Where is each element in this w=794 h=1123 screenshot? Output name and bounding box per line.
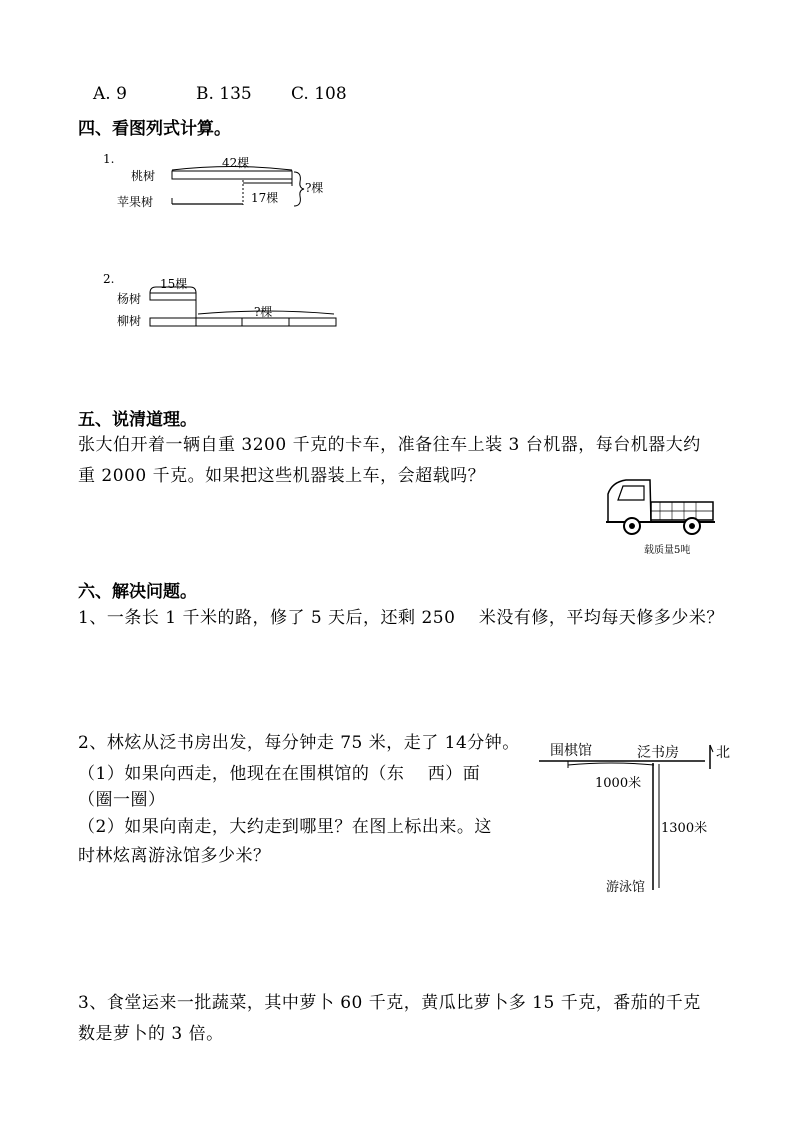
problem-2-line-2: （1）如果向西走，他现在在围棋馆的（东 西）面 (78, 764, 481, 784)
section-4-title: 四、看图列式计算。 (78, 119, 231, 139)
diagram-1-label-apple: 苹果树 (117, 195, 154, 209)
problem-2-line-1: 2、林炫从泛书房出发，每分钟走 75 米，走了 14分钟。 (78, 733, 520, 753)
map-label-north: 北 (716, 745, 730, 761)
truck-caption: 载质量5吨 (644, 545, 691, 556)
map-distance-west: 1000米 (595, 776, 642, 791)
diagram-1-label-peach: 桃树 (131, 169, 156, 183)
diagram-1-top-label: 42棵 (222, 156, 250, 170)
diagram-2-top-label: 15棵 (160, 277, 188, 291)
map-label-fanshufang: 泛书房 (637, 745, 679, 761)
map-distance-south: 1300米 (661, 821, 708, 836)
problem-2-line-4: （2）如果向南走，大约走到哪里？在图上标出来。这 (78, 817, 492, 837)
diagram-1-question: ?棵 (305, 181, 324, 195)
diagram-2-label-poplar: 杨树 (117, 292, 142, 306)
problem-2-line-5: 时林炫离游泳馆多少米？ (78, 846, 271, 866)
choice-a: A. 9 (93, 84, 127, 104)
section-5-text-line-1: 张大伯开着一辆自重 3200 千克的卡车，准备往车上装 3 台机器，每台机器大约 (78, 435, 701, 455)
problem-3-line-1: 3、食堂运来一批蔬菜，其中萝卜 60 千克，黄瓜比萝卜多 15 千克，番茄的千克 (78, 993, 701, 1013)
choice-b: B. 135 (196, 84, 252, 104)
section-5-title: 五、说清道理。 (78, 410, 197, 430)
section-6-title: 六、解决问题。 (78, 582, 197, 602)
diagram-2-number: 2. (103, 272, 115, 286)
map-label-swimming: 游泳馆 (606, 880, 646, 895)
diagram-2-label-willow: 柳树 (117, 314, 142, 328)
diagram-1-number: 1. (103, 152, 115, 166)
problem-1-text: 1、一条长 1 千米的路，修了 5 天后，还剩 250 米没有修，平均每天修多少米？ (78, 608, 724, 628)
diagram-1-diff-label: 17棵 (251, 191, 279, 205)
choice-c: C. 108 (291, 84, 347, 104)
diagram-2-question: ?棵 (254, 305, 273, 319)
problem-3-line-2: 数是萝卜的 3 倍。 (78, 1024, 224, 1044)
section-5-text-line-2: 重 2000 千克。如果把这些机器装上车，会超载吗？ (78, 466, 486, 486)
problem-2-line-3: （圈一圈） (78, 790, 166, 810)
map-label-weiqi: 围棋馆 (550, 743, 592, 759)
